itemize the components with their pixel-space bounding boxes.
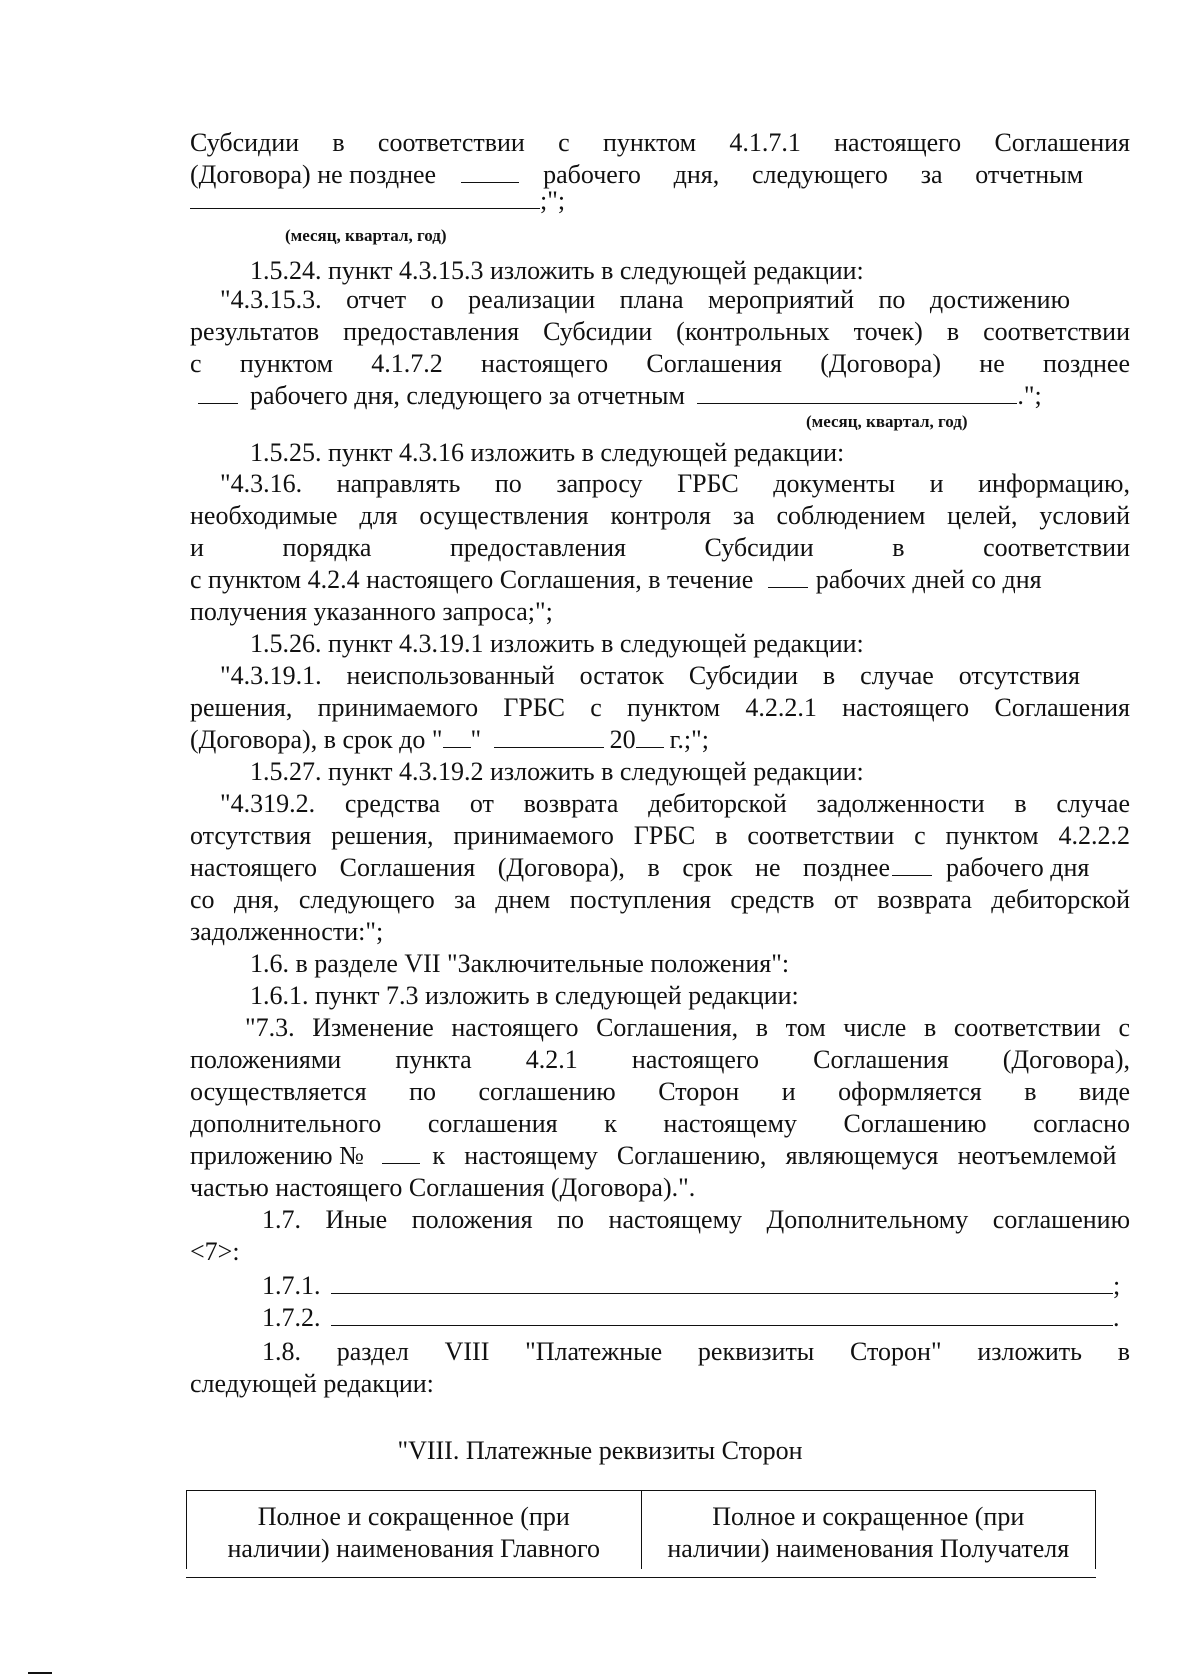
text-line xyxy=(190,185,1130,217)
blank-field xyxy=(331,1271,1113,1294)
text-line: "4.3.19.1. неиспользованный остаток Субсидии в случае отсутствия xyxy=(220,661,1080,690)
table-bottom-border xyxy=(186,1577,1096,1578)
text-fragment: рабочего дня xyxy=(946,853,1090,882)
text-line: следующей редакции: xyxy=(190,1369,434,1398)
text-line: осуществляется по соглашению Сторон и оформляется в виде xyxy=(190,1077,1130,1106)
blank-field xyxy=(892,853,932,876)
text-line xyxy=(190,564,1130,596)
text-line: "4.3.15.3. отчет о реализации плана мероприятий по достижению xyxy=(220,285,1070,314)
text-line: 1.5.25. пункт 4.3.16 изложить в следующей редакции: xyxy=(250,438,845,467)
text-line: 1.7. Иные положения по настоящему Дополнительному соглашению xyxy=(262,1205,1130,1234)
text-line: 1.6.1. пункт 7.3 изложить в следующей редакции: xyxy=(250,981,799,1010)
text-line: решения, принимаемого ГРБС с пунктом 4.2.2.1 настоящего Соглашения xyxy=(190,693,1130,722)
text-line: и порядка предоставления Субсидии в соответствии xyxy=(190,533,1130,562)
text-fragment: рабочего дня, следующего за отчетным xyxy=(543,160,1084,189)
text-fragment: (Договора) не позднее xyxy=(190,160,437,189)
text-line: необходимые для осуществления контроля за соблюдением целей, условий xyxy=(190,501,1130,530)
text-line: положениями пункта 4.2.1 настоящего Соглашения (Договора), xyxy=(190,1045,1130,1074)
text-line: с пунктом 4.1.7.2 настоящего Соглашения (Договора) не позднее xyxy=(190,349,1130,378)
text-line: 1.5.26. пункт 4.3.19.1 изложить в следующей редакции: xyxy=(250,629,864,658)
blank-field xyxy=(443,725,471,748)
table-row xyxy=(187,1491,1096,1570)
table-cell-line: Полное и сокращенное (при xyxy=(712,1502,1025,1531)
field-caption: (месяц, квартал, год) xyxy=(285,226,447,245)
text-fragment: ; xyxy=(1113,1271,1121,1300)
text-fragment: рабочего дня, следующего за отчетным xyxy=(250,381,685,410)
text-line: <7>: xyxy=(190,1237,240,1266)
table-cell-line: наличии) наименования Получателя xyxy=(667,1534,1070,1563)
text-line xyxy=(190,724,1130,756)
text-line xyxy=(190,380,1130,412)
text-line: 1.5.27. пункт 4.3.19.2 изложить в следующей редакции: xyxy=(250,757,864,786)
text-fragment: " xyxy=(470,725,482,754)
blank-field xyxy=(494,725,604,748)
text-line: частью настоящего Соглашения (Договора).". xyxy=(190,1173,696,1202)
text-fragment: . xyxy=(1113,1303,1120,1332)
blank-field xyxy=(331,1303,1113,1326)
table-cell-recipient xyxy=(641,1491,1096,1570)
blank-field xyxy=(198,381,238,404)
text-line: 1.8. раздел VIII "Платежные реквизиты Сторон" изложить в xyxy=(262,1337,1130,1366)
text-fragment: 20 xyxy=(609,725,636,754)
text-fragment: приложению № xyxy=(190,1141,364,1170)
text-fragment: рабочих дней со дня xyxy=(815,565,1042,594)
text-line xyxy=(190,852,1130,884)
text-line: результатов предоставления Субсидии (контрольных точек) в соответствии xyxy=(190,317,1130,346)
text-fragment: настоящего Соглашения (Договора), в срок не позднее xyxy=(190,853,890,882)
blank-field xyxy=(697,381,1017,404)
text-line: задолженности:"; xyxy=(190,917,384,946)
table-cell-line: Полное и сокращенное (при xyxy=(257,1502,570,1531)
blank-field xyxy=(461,160,519,183)
text-fragment: ;"; xyxy=(540,186,566,215)
text-fragment: ."; xyxy=(1017,381,1042,410)
text-line xyxy=(262,1302,1130,1334)
blank-field xyxy=(382,1141,420,1164)
table-cell-line: наличии) наименования Главного xyxy=(227,1534,600,1563)
blank-field xyxy=(190,186,540,209)
section-heading: "VIII. Платежные реквизиты Сторон xyxy=(397,1436,803,1465)
text-fragment: к настоящему Соглашению, являющемуся неотъемлемой xyxy=(432,1141,1117,1170)
text-line: отсутствия решения, принимаемого ГРБС в соответствии с пунктом 4.2.2.2 xyxy=(190,821,1130,850)
text-fragment: (Договора), в срок до " xyxy=(190,725,443,754)
text-line xyxy=(190,1140,1130,1172)
text-line xyxy=(262,1270,1130,1302)
text-line: 1.6. в разделе VII "Заключительные положения": xyxy=(250,949,790,978)
text-fragment: с пунктом 4.2.4 настоящего Соглашения, в течение xyxy=(190,565,754,594)
text-line: "7.3. Изменение настоящего Соглашения, в том числе в соответствии с xyxy=(245,1013,1130,1042)
footnote-separator xyxy=(28,1672,52,1674)
text-line: "4.3.16. направлять по запросу ГРБС документы и информацию, xyxy=(220,469,1130,498)
text-fragment: 1.7.1. xyxy=(262,1271,321,1300)
text-line: со дня, следующего за днем поступления средств от возврата дебиторской xyxy=(190,885,1130,914)
requisites-table xyxy=(186,1490,1096,1569)
text-line: получения указанного запроса;"; xyxy=(190,597,553,626)
table-cell-gr bs xyxy=(187,1491,642,1570)
text-fragment: г.;"; xyxy=(669,725,709,754)
text-line: "4.319.2. средства от возврата дебиторской задолженности в случае xyxy=(220,789,1130,818)
text-fragment: 1.7.2. xyxy=(262,1303,321,1332)
field-caption: (месяц, квартал, год) xyxy=(806,412,968,431)
text-line: дополнительного соглашения к настоящему Соглашению согласно xyxy=(190,1109,1130,1138)
text-line: 1.5.24. пункт 4.3.15.3 изложить в следующей редакции: xyxy=(250,256,864,285)
blank-field xyxy=(768,565,808,588)
blank-field xyxy=(636,725,664,748)
text-line: Субсидии в соответствии с пунктом 4.1.7.1 настоящего Соглашения xyxy=(190,128,1130,157)
